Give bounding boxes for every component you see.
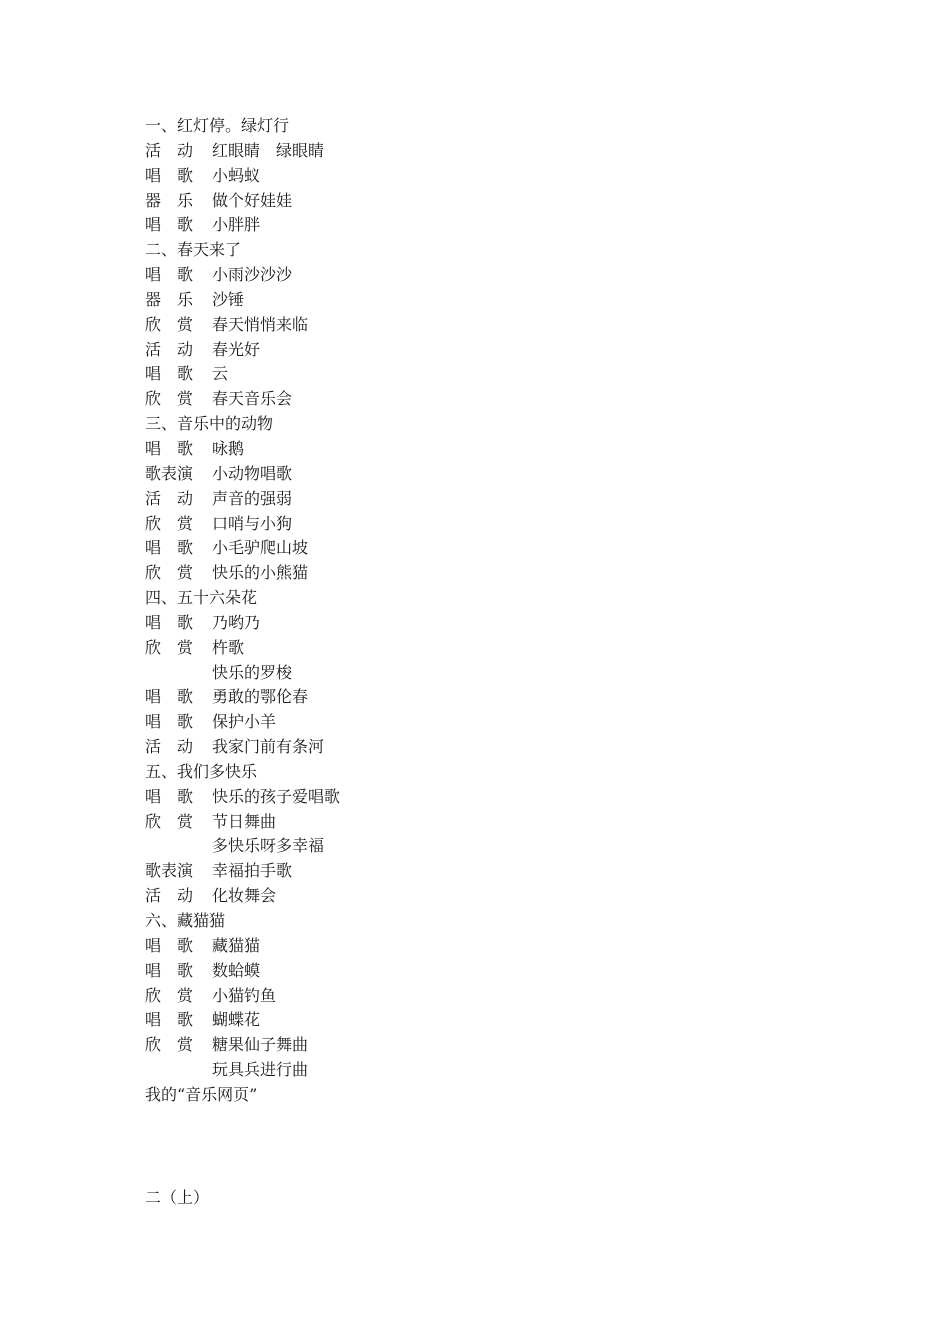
lesson-category: 唱 歌: [145, 960, 194, 980]
lesson-line: [145, 313, 340, 338]
lesson-line: [145, 338, 340, 363]
lesson-line: [145, 437, 340, 462]
lesson-category: 活 动: [145, 737, 194, 757]
lesson-category: 器 乐: [145, 289, 194, 309]
lesson-title: 乃哟乃: [212, 612, 261, 632]
lesson-category: 欣 赏: [145, 513, 194, 533]
unit-heading: [145, 909, 340, 934]
lesson-line: [145, 785, 340, 810]
lesson-category: 唱 歌: [145, 438, 194, 458]
lesson-line: [145, 710, 340, 735]
lesson-category: 欣 赏: [145, 563, 194, 583]
lesson-line: [145, 884, 340, 909]
lesson-line: [145, 636, 340, 661]
lesson-line: [145, 934, 340, 959]
lesson-title: 春光好: [212, 339, 261, 359]
unit-title: 二、春天来了: [145, 240, 242, 260]
unit-title: 一、红灯停。绿灯行: [145, 116, 290, 135]
lesson-category: 唱 歌: [145, 165, 194, 185]
lesson-title: 红眼睛 绿眼睛: [212, 140, 325, 160]
unit-heading: [145, 1083, 340, 1108]
lesson-title: 数蛤蟆: [212, 960, 261, 980]
lesson-line: [145, 859, 340, 884]
lesson-category: 唱 歌: [145, 935, 194, 955]
lesson-category: 欣 赏: [145, 637, 194, 657]
lesson-category: 器 乐: [145, 190, 194, 210]
lesson-line: [145, 164, 340, 189]
lesson-line: [145, 810, 340, 835]
lesson-title: 玩具兵进行曲: [212, 1060, 309, 1080]
lesson-title: 口哨与小狗: [212, 513, 293, 533]
lesson-title: 糖果仙子舞曲: [212, 1035, 309, 1055]
unit-heading: [145, 760, 340, 785]
lesson-line: [145, 536, 340, 561]
unit-title: 三、音乐中的动物: [145, 414, 274, 434]
lesson-category: 唱 歌: [145, 538, 194, 558]
unit-heading: [145, 586, 340, 611]
lesson-title: 咏鹅: [212, 438, 245, 458]
lesson-category: 唱 歌: [145, 612, 194, 632]
lesson-line: [145, 189, 340, 214]
lesson-line: [145, 263, 340, 288]
lesson-title: 沙锤: [212, 289, 245, 309]
lesson-title: 小雨沙沙沙: [212, 265, 293, 285]
lesson-category: 欣 赏: [145, 389, 194, 409]
lesson-line: [145, 487, 340, 512]
lesson-title: 化妆舞会: [212, 886, 277, 906]
lesson-line: [145, 362, 340, 387]
lesson-title: 杵歌: [212, 637, 245, 657]
lesson-title: 春天音乐会: [212, 389, 293, 409]
lesson-title: 小猫钓鱼: [212, 985, 277, 1005]
lesson-title: 春天悄悄来临: [212, 314, 309, 334]
unit-heading: [145, 114, 340, 139]
syllabus-list: [145, 114, 340, 1108]
lesson-line: [145, 462, 340, 487]
unit-heading: [145, 412, 340, 437]
lesson-line: [145, 611, 340, 636]
unit-heading: [145, 238, 340, 263]
lesson-category: 欣 赏: [145, 314, 194, 334]
lesson-title: 幸福拍手歌: [212, 861, 293, 881]
lesson-category: 唱 歌: [145, 1010, 194, 1030]
lesson-title: 声音的强弱: [212, 488, 293, 508]
lesson-category: 活 动: [145, 339, 194, 359]
lesson-category: 唱 歌: [145, 265, 194, 285]
lesson-category: 唱 歌: [145, 786, 194, 806]
lesson-title: 小蚂蚁: [212, 165, 261, 185]
lesson-title: 我家门前有条河: [212, 737, 325, 757]
lesson-line: [145, 984, 340, 1009]
lesson-title: 节日舞曲: [212, 811, 277, 831]
lesson-title: 快乐的小熊猫: [212, 563, 309, 583]
lesson-title: 勇敢的鄂伦春: [212, 687, 309, 707]
lesson-category: 欣 赏: [145, 1035, 194, 1055]
lesson-title: 多快乐呀多幸福: [212, 836, 325, 856]
lesson-line: [145, 1033, 340, 1058]
lesson-line: [145, 685, 340, 710]
lesson-category: 活 动: [145, 140, 194, 160]
lesson-category: 唱 歌: [145, 364, 194, 384]
lesson-title: 快乐的罗梭: [212, 662, 293, 682]
lesson-category: 唱 歌: [145, 215, 194, 235]
lesson-category: 欣 赏: [145, 985, 194, 1005]
lesson-title: 蝴蝶花: [212, 1010, 261, 1030]
lesson-category: 活 动: [145, 886, 194, 906]
lesson-line: [145, 661, 340, 686]
lesson-title: 快乐的孩子爱唱歌: [212, 786, 341, 806]
grade-label: 二（上）: [145, 1188, 210, 1207]
unit-title: 我的“音乐网页”: [145, 1084, 258, 1104]
lesson-line: [145, 512, 340, 537]
lesson-line: [145, 561, 340, 586]
unit-title: 六、藏猫猫: [145, 911, 226, 930]
lesson-title: 保护小羊: [212, 712, 277, 732]
lesson-line: [145, 387, 340, 412]
lesson-category: 活 动: [145, 488, 194, 508]
lesson-line: [145, 288, 340, 313]
lesson-title: 藏猫猫: [212, 935, 261, 955]
lesson-title: 小毛驴爬山坡: [212, 538, 309, 558]
lesson-line: [145, 735, 340, 760]
unit-title: 四、五十六朵花: [145, 588, 258, 608]
lesson-line: [145, 1058, 340, 1083]
lesson-line: [145, 139, 340, 164]
lesson-title: 做个好娃娃: [212, 190, 293, 210]
lesson-line: [145, 1008, 340, 1033]
lesson-category: 唱 歌: [145, 712, 194, 732]
lesson-title: 小胖胖: [212, 215, 261, 235]
lesson-category: 欣 赏: [145, 811, 194, 831]
lesson-line: [145, 959, 340, 984]
unit-title: 五、我们多快乐: [145, 761, 258, 781]
lesson-line: [145, 834, 340, 859]
lesson-title: 小动物唱歌: [212, 463, 293, 483]
lesson-category: 歌表演: [145, 463, 194, 483]
lesson-title: 云: [212, 364, 229, 384]
lesson-line: [145, 213, 340, 238]
lesson-category: 歌表演: [145, 861, 194, 881]
lesson-category: 唱 歌: [145, 687, 194, 707]
